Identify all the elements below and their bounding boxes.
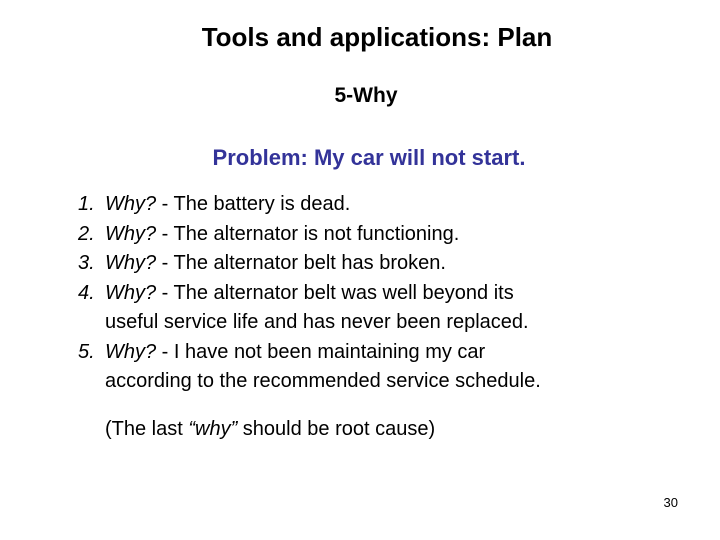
why-answer: - The alternator belt was well beyond its: [156, 281, 514, 304]
why-item: [78, 338, 541, 397]
why-item: [78, 220, 541, 250]
why-answer: - The alternator belt has broken.: [156, 252, 446, 274]
note-text-after: should be root cause): [237, 418, 436, 440]
page-number: 30: [663, 495, 678, 510]
why-number: 3.: [78, 252, 95, 274]
root-cause-note: [105, 418, 435, 441]
why-answer-continuation: according to the recommended service schedule.: [105, 370, 541, 392]
why-item: [78, 249, 541, 279]
why-number: 4.: [78, 281, 95, 304]
why-number: 5.: [78, 340, 95, 363]
why-question: Why?: [105, 252, 157, 274]
why-answer: - I have not been maintaining my car: [156, 340, 486, 363]
note-emphasis: “why”: [188, 418, 238, 440]
why-answer: - The battery is dead.: [156, 193, 351, 215]
why-question: Why?: [105, 340, 157, 363]
why-answer: - The alternator is not functioning.: [156, 222, 460, 245]
why-question: Why?: [105, 222, 157, 245]
why-item: [78, 279, 541, 338]
why-item: [78, 190, 541, 220]
why-question: Why?: [105, 281, 157, 304]
note-text-before: (The last: [105, 418, 189, 440]
problem-statement: Problem: My car will not start.: [212, 145, 526, 170]
why-answer-continuation: useful service life and has never been replaced.: [105, 311, 529, 333]
why-list: [78, 190, 541, 397]
why-number: 1.: [78, 193, 95, 215]
slide-subtitle: 5-Why: [334, 84, 398, 107]
why-question: Why?: [105, 193, 157, 215]
why-number: 2.: [78, 222, 95, 245]
slide-title: Tools and applications: Plan: [201, 22, 553, 52]
